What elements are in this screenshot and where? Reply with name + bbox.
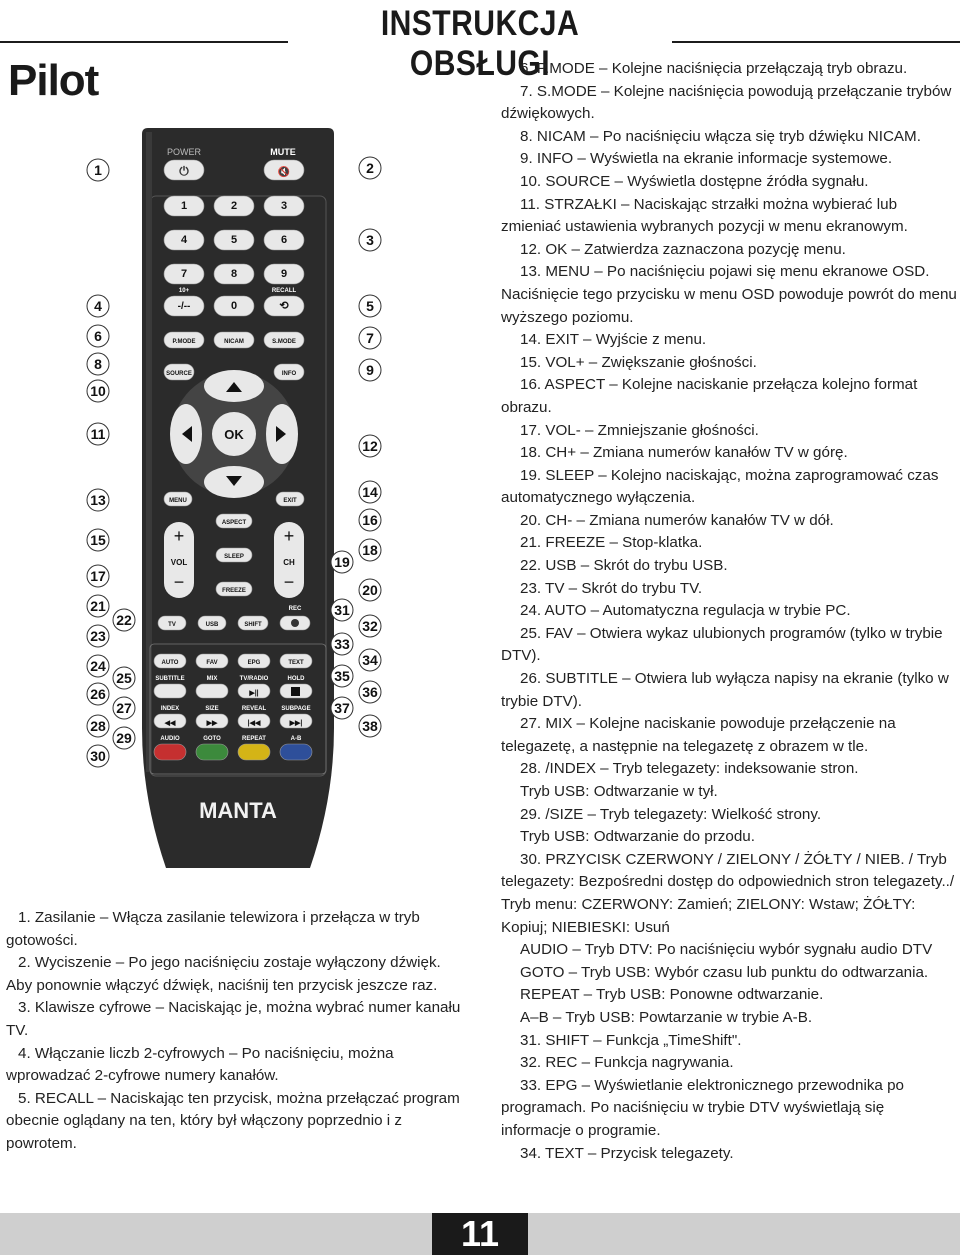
desc-item-29-usb: Tryb USB: Odtwarzanie do przodu. [520, 828, 755, 846]
desc-item-10: 10. SOURCE – Wyświetla dostępne źródła sygnału. [520, 172, 869, 190]
index-label: INDEX [160, 706, 180, 712]
ch-plus-icon: + [283, 526, 295, 546]
goto-label: GOTO [203, 736, 221, 742]
callout-7-num: 7 [366, 330, 374, 346]
callout-11-num: 11 [90, 426, 106, 442]
callout-24-num: 24 [90, 658, 106, 674]
callout-33-num: 33 [334, 636, 350, 652]
callout-16-num: 16 [362, 512, 378, 528]
desc-item-15: 15. VOL+ – Zwiększanie głośności. [520, 353, 757, 371]
digit-7-button-label: 7 [180, 268, 188, 280]
desc-item-17: 17. VOL- – Zmniejszanie głośności. [520, 421, 759, 439]
desc-item-6: 6. P.MODE – Kolejne naciśnięcia przełączają tryb obrazu. [520, 60, 908, 77]
mute-label: MUTE [270, 147, 296, 157]
callout-22-num: 22 [116, 612, 132, 628]
subtitle-button [154, 684, 186, 698]
ok-label: OK [224, 427, 244, 442]
digit-9-button-label: 9 [280, 268, 288, 280]
vol-minus-icon: − [173, 572, 185, 592]
power-label: POWER [166, 147, 202, 157]
desc-item-18: 18. CH+ – Zmiana numerów kanałów TV w górę. [520, 444, 848, 462]
callout-32-num: 32 [362, 618, 378, 634]
stop-icon [291, 687, 300, 696]
desc-item-9: 9. INFO – Wyświetla na ekranie informacje systemowe. [520, 150, 893, 168]
desc-item-8: 8. NICAM – Po naciśnięciu włącza się tryb dźwięku NICAM. [520, 127, 921, 145]
prev-icon: |◀◀ [247, 720, 261, 727]
callout-34-num: 34 [362, 652, 378, 668]
desc-item-21: 21. FREEZE – Stop-klatka. [520, 534, 703, 552]
callout-4-num: 4 [94, 298, 102, 314]
digit-5-button-label: 5 [230, 234, 238, 246]
mix-button [196, 684, 228, 698]
desc-item-5: 5. RECALL – Naciskając ten przycisk, można przełączać program obecnie oglądany na ten, który był włączony poprzednio i z powrotem. [6, 1089, 460, 1152]
exit-button-label: EXIT [283, 498, 297, 504]
desc-item-30-ab: A–B – Tryb USB: Powtarzanie w trybie A-B. [520, 1008, 813, 1026]
desc-item-2: 2. Wyciszenie – Po jego naciśnięciu zostaje wyłączony dźwięk. Aby ponownie włączyć dźwięk, naciśnij ten przycisk jeszcze raz. [6, 954, 441, 994]
audio-label: AUDIO [160, 736, 180, 742]
ch-minus-icon: − [283, 572, 295, 592]
desc-item-13: 13. MENU – Po naciśnięciu pojawi się menu ekranowe OSD. Naciśnięcie tego przycisku w menu OSD powoduje powrót do menu wyższego poziomu. [501, 263, 957, 326]
text-button-label: TEXT [288, 660, 304, 666]
desc-item-14: 14. EXIT – Wyjście z menu. [520, 331, 707, 349]
freeze-button-label: FREEZE [222, 588, 246, 594]
desc-item-11: 11. STRZAŁKI – Naciskając strzałki można wybierać lub zmieniać ustawienia wybranych pozycji w menu ekranowym. [501, 195, 908, 236]
usb-button-label: USB [205, 622, 219, 628]
digit-1-button-label: 1 [180, 200, 188, 212]
callout-5-num: 5 [366, 298, 374, 314]
callout-25-num: 25 [116, 670, 132, 686]
desc-item-25: 25. FAV – Otwiera wykaz ulubionych programów (tylko w trybie DTV). [501, 624, 943, 665]
callout-13-num: 13 [90, 492, 106, 508]
fav-button-label: FAV [206, 660, 218, 666]
next-icon: ▶▶| [289, 720, 303, 727]
header-rule-right [672, 41, 960, 43]
callout-23-num: 23 [90, 628, 106, 644]
blue-color-button [280, 744, 312, 760]
desc-item-30-repeat: REPEAT – Tryb USB: Ponowne odtwarzanie. [520, 986, 824, 1004]
ab-label: A-B [290, 736, 302, 742]
right-description-column [501, 58, 957, 1165]
tvradio-label: TV/RADIO [239, 676, 269, 682]
desc-item-3: 3. Klawisze cyfrowe – Naciskając je, można wybrać numer kanału TV. [6, 999, 461, 1039]
desc-item-33: 33. EPG – Wyświetlanie elektronicznego przewodnika po programach. Po naciśnięciu w trybie DTV wyświetlają się informacje o programie. [501, 1076, 904, 1139]
callout-27-num: 27 [116, 700, 132, 716]
callout-6-num: 6 [94, 328, 102, 344]
rewind-icon: ◀◀ [164, 720, 176, 727]
rec-dot-icon [291, 619, 299, 627]
sleep-button-label: SLEEP [224, 554, 244, 560]
hold-label: HOLD [287, 676, 305, 682]
callout-3-num: 3 [366, 232, 374, 248]
aspect-button-label: ASPECT [221, 520, 247, 526]
callout-8-num: 8 [94, 356, 102, 372]
digit-2-button-label: 2 [230, 200, 238, 212]
callout-12-num: 12 [362, 438, 378, 454]
callout-14-num: 14 [362, 484, 378, 500]
header-rule-left [0, 41, 288, 43]
source-button-label: SOURCE [166, 371, 192, 377]
desc-item-28-usb: Tryb USB: Odtwarzanie w tył. [520, 783, 718, 800]
page-title: Pilot [8, 56, 99, 105]
desc-item-32: 32. REC – Funkcja nagrywania. [520, 1054, 734, 1072]
callout-18-num: 18 [362, 542, 378, 558]
desc-item-24: 24. AUTO – Automatyczna regulacja w trybie PC. [520, 602, 851, 620]
menu-button-label: MENU [169, 498, 187, 504]
dash-button-label: -/-- [177, 301, 191, 312]
recall-button-label: ⟲ [279, 300, 289, 312]
desc-item-4: 4. Włączanie liczb 2-cyfrowych – Po naciśnięciu, można wprowadzać 2-cyfrowe numery kanałów. [6, 1044, 394, 1085]
desc-item-29: 29. /SIZE – Tryb telegazety: Wielkość strony. [520, 805, 822, 823]
callout-31-num: 31 [334, 602, 350, 618]
desc-item-23: 23. TV – Skrót do trybu TV. [520, 579, 703, 597]
brand-logo: MANTA [199, 798, 277, 823]
smode-button-label: S.MODE [272, 339, 296, 345]
desc-item-19: 19. SLEEP – Kolejno naciskając, można zaprogramować czas automatycznego wyłączenia. [501, 466, 939, 507]
info-button-label: INFO [281, 371, 297, 377]
ten-plus-label: 10+ [178, 288, 190, 294]
desc-item-22: 22. USB – Skrót do trybu USB. [520, 557, 728, 575]
callout-17-num: 17 [90, 568, 106, 584]
play-pause-icon: ▶|| [249, 690, 259, 697]
callout-37-num: 37 [334, 700, 350, 716]
reveal-label: REVEAL [241, 706, 267, 712]
desc-item-31: 31. SHIFT – Funkcja „TimeShift". [520, 1031, 742, 1049]
page-number: 11 [432, 1213, 528, 1255]
desc-item-28: 28. /INDEX – Tryb telegazety: indeksowanie stron. [520, 760, 859, 778]
epg-button-label: EPG [247, 660, 261, 666]
desc-item-16: 16. ASPECT – Kolejne naciskanie przełącza kolejno format obrazu. [501, 376, 918, 416]
desc-item-7: 7. S.MODE – Kolejne naciśnięcia powodują przełączanie trybów dźwiękowych. [501, 82, 952, 123]
remote-svg [80, 128, 400, 888]
digit-0-button-label: 0 [230, 300, 238, 312]
digit-6-button-label: 6 [280, 234, 288, 246]
callout-28-num: 28 [90, 718, 106, 734]
mute-icon: 🔇 [277, 167, 291, 178]
callout-21-num: 21 [90, 598, 106, 614]
callout-19-num: 19 [334, 554, 350, 570]
callout-29-num: 29 [116, 730, 132, 746]
ch-label: CH [283, 558, 295, 567]
callout-26-num: 26 [90, 686, 106, 702]
subpage-label: SUBPAGE [281, 706, 311, 712]
callout-15-num: 15 [90, 532, 106, 548]
red-color-button [154, 744, 186, 760]
desc-item-34: 34. TEXT – Przycisk telegazety. [520, 1144, 734, 1162]
fastforward-icon: ▶▶ [206, 720, 218, 727]
repeat-label: REPEAT [242, 736, 266, 742]
green-color-button [196, 744, 228, 760]
tv-button-label: TV [168, 622, 176, 628]
callout-35-num: 35 [334, 668, 350, 684]
shift-button-label: SHIFT [244, 622, 262, 628]
desc-item-30-goto: GOTO – Tryb USB: Wybór czasu lub punktu do odtwarzania. [520, 963, 929, 981]
desc-item-20: 20. CH- – Zmiana numerów kanałów TV w dół. [520, 511, 834, 529]
callout-10-num: 10 [90, 383, 106, 399]
desc-item-27: 27. MIX – Kolejne naciskanie powoduje przełączenie na telegazetę, a następnie na telegazetę z obrazem w tle. [501, 715, 896, 755]
left-description-column [6, 907, 462, 1156]
recall-label: RECALL [271, 288, 297, 294]
callout-36-num: 36 [362, 684, 378, 700]
desc-item-30-audio: AUDIO – Tryb DTV: Po naciśnięciu wybór sygnału audio DTV [520, 941, 933, 959]
power-icon: ⏻ [179, 164, 189, 178]
remote-edge-highlight [146, 132, 152, 772]
digit-3-button-label: 3 [280, 200, 288, 212]
callout-20-num: 20 [362, 582, 378, 598]
subtitle-label: SUBTITLE [155, 676, 185, 682]
callout-1-num: 1 [94, 162, 102, 178]
callout-9-num: 9 [366, 362, 374, 378]
desc-item-1: 1. Zasilanie – Włącza zasilanie telewizora i przełącza w tryb gotowości. [6, 909, 420, 949]
vol-label: VOL [170, 558, 188, 567]
desc-item-26: 26. SUBTITLE – Otwiera lub wyłącza napisy na ekranie (tylko w trybie DTV). [501, 670, 949, 710]
size-label: SIZE [205, 706, 219, 712]
rec-label: REC [288, 606, 302, 612]
desc-item-12: 12. OK – Zatwierdza zaznaczona pozycję menu. [520, 240, 846, 258]
digit-8-button-label: 8 [230, 268, 238, 280]
callout-38-num: 38 [362, 718, 378, 734]
digit-4-button-label: 4 [180, 234, 188, 246]
header-title: INSTRUKCJA OBSŁUGI [380, 4, 580, 83]
mix-label: MIX [206, 676, 218, 682]
auto-button-label: AUTO [161, 660, 179, 666]
vol-plus-icon: + [173, 526, 185, 546]
pmode-button-label: P.MODE [172, 339, 196, 345]
desc-item-30: 30. PRZYCISK CZERWONY / ZIELONY / ŻÓŁTY / NIEB. / Tryb telegazety: Bezpośredni dostęp do odpowiednich stron telegazety../ Tryb menu: CZERWONY: Zamień; ZIELONY: Wstaw; ŻÓŁTY: Kopiuj; NIEBIESKI: Usuń [501, 850, 955, 936]
callout-2-num: 2 [366, 160, 374, 176]
nicam-button-label: NICAM [224, 339, 244, 345]
yellow-color-button [238, 744, 270, 760]
callout-30-num: 30 [90, 748, 106, 764]
remote-illustration [80, 128, 400, 888]
